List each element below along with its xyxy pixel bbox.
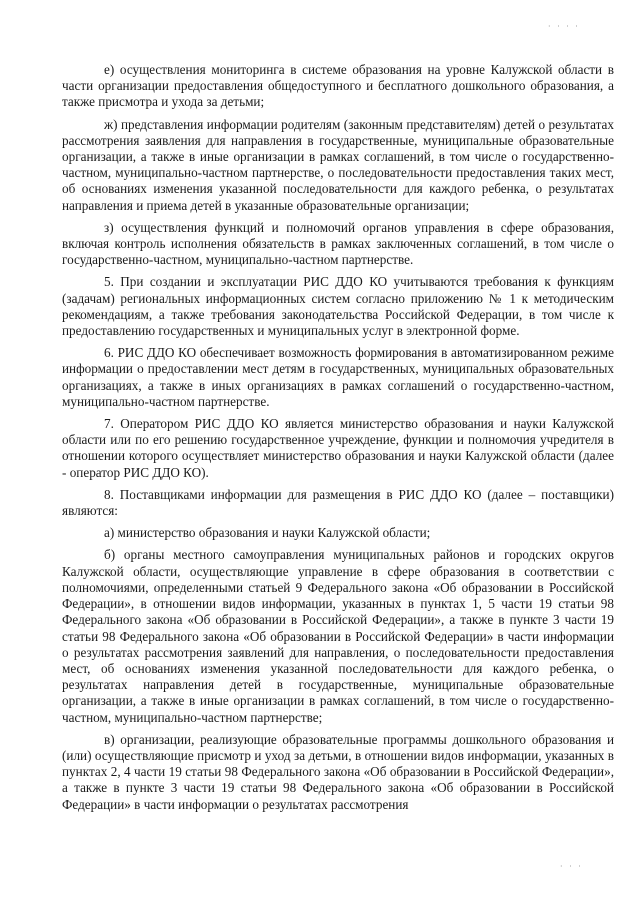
paragraph-z: з) осуществления функций и полномочий органов управления в сфере образования, включая контроль исполнения обязательств в рамках заключенных соглашений, в том числе о государственно-частном, муниципально-частном партнерстве. [62,219,614,268]
paragraph-e: е) осуществления мониторинга в системе образования на уровне Калужской области в части организации предоставления общедоступного и бесплатного дошкольного образования, а также присмотра и ухода за детьми; [62,62,614,110]
paragraph-zh: ж) представления информации родителям (законным представителям) детей о результатах рассмотрения заявления для направления в государственные, муниципальные образовательные организации, а также в иные организации в рамках соглашений, в том числе о государственно-частном, муниципально-частном партнерстве, о последовательности предоставления таких мест, об основаниях изменения указанной последовательности для каждого ребенка, о результатах направления и приема детей в указанные образовательные организации; [62,116,614,213]
scan-artifact-bottom: · · · [560,862,583,871]
paragraph-5: 5. При создании и эксплуатации РИС ДДО КО учитываются требования к функциям (задачам) региональных информационных систем согласно приложению № 1 к методическим рекомендациям, а также требования законодательства Российской Федерации, в том числе к предоставлению государственных и муниципальных услуг в электронной форме. [62,274,614,339]
paragraph-8v: в) организации, реализующие образовательные программы дошкольного образования и (или) осуществляющие присмотр и уход за детьми, в отношении видов информации, указанных в пунктах 2, 4 части 19 статьи 98 Федерального закона «Об образовании в Российской Федерации», а также в пункте 3 части 19 статьи 98 Федерального закона «Об образовании в Российской Федерации» в части информации о результатах рассмотрения [62,731,614,812]
paragraph-8a: а) министерство образования и науки Калужской области; [104,525,431,541]
paragraph-7: 7. Оператором РИС ДДО КО является министерство образования и науки Калужской области или по его решению государственное учреждение, функции и полномочия учредителя в отношении которого осуществляет министерство образования и науки Калужской области (далее - оператор РИС ДДО КО). [62,416,614,480]
paragraph-8b: б) органы местного самоуправления муниципальных районов и городских округов Калужской области, осуществляющие управление в сфере образования в соответствии с полномочиями, определенными статьей 9 Федерального закона «Об образовании в Российской Федерации», в отношении видов информации, указанных в пунктах 1, 5 части 19 статьи 98 Федерального закона «Об образовании в Российской Федерации», а также в пункте 3 части 19 статьи 98 Федерального закона «Об образовании в Российской Федерации» в части информации о результатах рассмотрения заявлений для направления, о последовательности предоставления мест, об основаниях изменения указанной последовательности для каждого ребенка, о результатах направления детей в государственные, муниципальные образовательные организации, а также в иные организации в рамках соглашений, в том числе о государственно-частном, муниципально-частном партнерстве; [62,547,614,725]
document-page [62,62,614,852]
scan-artifact-top: · · · · [548,22,580,31]
paragraph-6: 6. РИС ДДО КО обеспечивает возможность формирования в автоматизированном режиме информации о предоставлении мест детям в государственных, муниципальных образовательных организациях, а также в иных организациях в рамках соглашений о государственно-частном, муниципально-частном партнерстве. [62,345,614,409]
paragraph-8: 8. Поставщиками информации для размещения в РИС ДДО КО (далее – поставщики) являются: [62,486,614,519]
